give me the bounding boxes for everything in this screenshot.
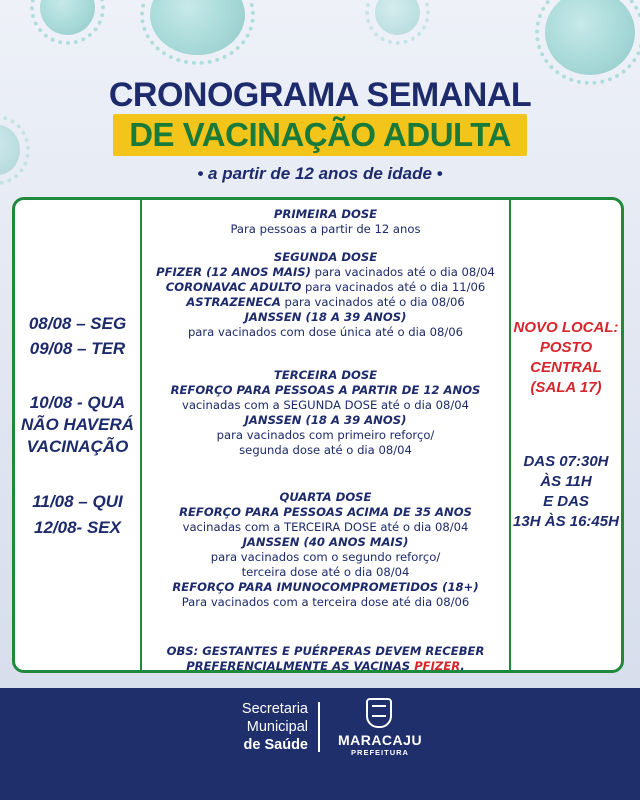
fourth-dose-title: QUARTA DOSE bbox=[279, 490, 372, 504]
secretaria-line: Secretaria bbox=[241, 701, 308, 717]
dose-text: para vacinados com dose única até o dia 08/06 bbox=[187, 325, 464, 339]
dose-text: segunda dose até o dia 08/04 bbox=[239, 443, 412, 457]
date-label: 08/08 – SEG bbox=[28, 314, 127, 333]
location-line: POSTO bbox=[539, 339, 593, 356]
secretaria-label bbox=[200, 700, 308, 754]
no-vaccination-label: NÃO HAVERÁ bbox=[20, 415, 135, 434]
location-info bbox=[511, 318, 621, 398]
hours-info bbox=[511, 452, 621, 532]
dose-vaccine-name: JANSSEN (18 A 39 ANOS) bbox=[244, 413, 407, 427]
dose-text: para vacinados com primeiro reforço/ bbox=[216, 428, 435, 442]
subtitle: • a partir de 12 anos de idade • bbox=[197, 164, 443, 183]
date-label: 11/08 – QUI bbox=[32, 492, 123, 511]
observation-text: OBS: GESTANTES E PUÉRPERAS DEVEM RECEBER bbox=[166, 644, 485, 658]
dose-vaccine-name: REFORÇO PARA IMUNOCOMPROMETIDOS (18+) bbox=[172, 580, 479, 594]
hours-line: 13H ÀS 16:45H bbox=[513, 513, 619, 530]
hours-line: ÀS 11H bbox=[540, 473, 592, 490]
virus-decoration-icon bbox=[40, 0, 95, 35]
date-label: 12/08- SEX bbox=[34, 518, 121, 537]
dose-vaccine-name: CORONAVAC ADULTO bbox=[165, 280, 302, 294]
secretaria-line: Municipal bbox=[246, 719, 308, 735]
virus-decoration-icon bbox=[150, 0, 245, 55]
title-line-1: CRONOGRAMA SEMANAL bbox=[108, 76, 532, 114]
dose-vaccine-name: REFORÇO PARA PESSOAS A PARTIR DE 12 ANOS bbox=[170, 383, 481, 397]
city-name: MARACAJU bbox=[337, 732, 423, 748]
dose-vaccine-name: PFIZER (12 ANOS MAIS) bbox=[156, 265, 311, 279]
city-crest-icon bbox=[366, 698, 392, 728]
first-dose-title: PRIMEIRA DOSE bbox=[273, 207, 378, 221]
doses-column bbox=[142, 200, 509, 673]
date-label: 09/08 – TER bbox=[29, 339, 126, 358]
title-line-2: DE VACINAÇÃO ADULTA bbox=[113, 114, 527, 156]
location-line: CENTRAL bbox=[530, 359, 602, 376]
dose-text: para vacinados com o segundo reforço/ bbox=[210, 550, 441, 564]
dose-vaccine-name: JANSSEN (18 A 39 ANOS) bbox=[244, 310, 407, 324]
pfizer-highlight: PFIZER bbox=[414, 659, 461, 673]
footer bbox=[0, 688, 640, 800]
second-dose-title: SEGUNDA DOSE bbox=[273, 250, 378, 264]
dose-vaccine-name: ASTRAZENECA bbox=[186, 295, 281, 309]
prefeitura-label: PREFEITURA bbox=[351, 748, 409, 757]
dose-text: terceira dose até o dia 08/04 bbox=[241, 565, 410, 579]
hours-line: DAS 07:30H bbox=[523, 453, 609, 470]
schedule-card bbox=[12, 197, 624, 673]
dose-text: para vacinados até o dia 08/04 bbox=[310, 265, 495, 279]
prefeitura-logo bbox=[330, 732, 430, 758]
dose-text: Para vacinados com a terceira dose até dia 08/06 bbox=[181, 595, 470, 609]
dose-text: para vacinados até o dia 08/06 bbox=[280, 295, 465, 309]
dose-text: para vacinados até o dia 11/06 bbox=[301, 280, 486, 294]
hours-line: E DAS bbox=[543, 493, 589, 510]
observation-text: . bbox=[460, 659, 465, 673]
secretaria-line: de Saúde bbox=[243, 737, 308, 753]
no-vaccination-label: VACINAÇÃO bbox=[26, 437, 129, 456]
dose-text: vacinadas com a TERCEIRA DOSE até o dia 08/04 bbox=[182, 520, 469, 534]
location-line: NOVO LOCAL: bbox=[513, 319, 619, 336]
dose-vaccine-name: REFORÇO PARA PESSOAS ACIMA DE 35 ANOS bbox=[179, 505, 472, 519]
date-label: 10/08 - QUA bbox=[29, 393, 126, 412]
virus-decoration-icon bbox=[375, 0, 420, 35]
third-dose-title: TERCEIRA DOSE bbox=[273, 368, 378, 382]
observation-text: PREFERENCIALMENTE AS VACINAS bbox=[186, 659, 415, 673]
virus-decoration-icon bbox=[545, 0, 635, 75]
dates-column bbox=[15, 200, 140, 670]
footer-divider bbox=[318, 702, 320, 752]
title-line-2-wrap bbox=[0, 114, 640, 156]
dose-vaccine-name: JANSSEN (40 ANOS MAIS) bbox=[242, 535, 409, 549]
dose-text: vacinadas com a SEGUNDA DOSE até o dia 08/04 bbox=[181, 398, 470, 412]
location-line: (SALA 17) bbox=[530, 379, 602, 396]
info-column bbox=[511, 200, 621, 670]
first-dose-text: Para pessoas a partir de 12 anos bbox=[230, 222, 421, 236]
